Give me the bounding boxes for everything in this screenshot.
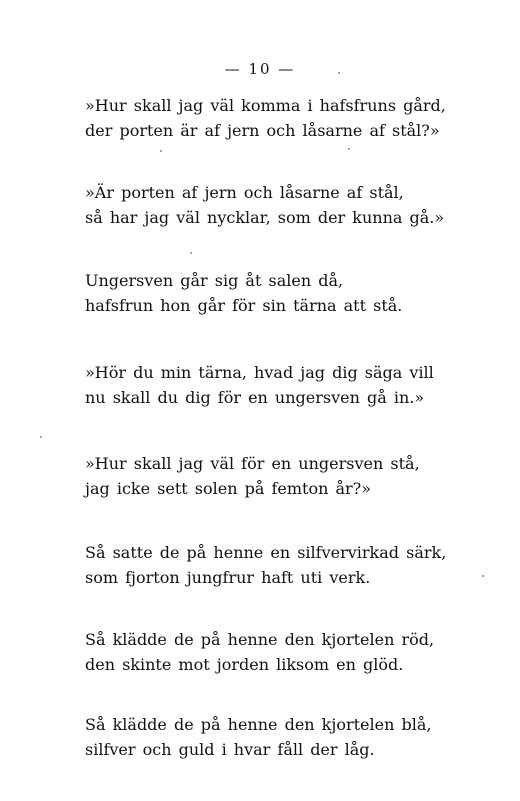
stanza-7 xyxy=(85,627,485,677)
verse-line: Så klädde de på henne den kjortelen blå, xyxy=(85,715,432,734)
stanza-3 xyxy=(85,268,485,318)
verse-line: jag icke sett solen på femton år?» xyxy=(85,479,372,498)
scan-speck xyxy=(40,436,42,438)
verse-line: Ungersven går sig åt salen då, xyxy=(85,271,344,290)
verse-line: hafsfrun hon går för sin tärna att stå. xyxy=(85,296,403,315)
verse-line: Så klädde de på henne den kjortelen röd, xyxy=(85,630,435,649)
scan-speck xyxy=(482,575,484,577)
page-number: — 10 — xyxy=(224,60,296,78)
verse-line: »Hör du min tärna, hvad jag dig säga vill xyxy=(85,363,434,382)
scan-speck xyxy=(160,150,162,152)
stanza-1 xyxy=(85,93,485,143)
verse-line: »Hur skall jag väl för en ungersven stå, xyxy=(85,454,420,473)
verse-line: som fjorton jungfrur haft uti verk. xyxy=(85,568,371,587)
stanza-6 xyxy=(85,540,485,590)
verse-line: »Är porten af jern och låsarne af stål, xyxy=(85,183,404,202)
stanza-5 xyxy=(85,451,485,501)
stanza-4 xyxy=(85,360,485,410)
verse-line: »Hur skall jag väl komma i hafsfruns gård, xyxy=(85,96,446,115)
verse-line: den skinte mot jorden liksom en glöd. xyxy=(85,655,404,674)
verse-line: nu skall du dig för en ungersven gå in.» xyxy=(85,388,425,407)
stanza-2 xyxy=(85,180,485,230)
stanza-8 xyxy=(85,712,485,762)
scan-speck xyxy=(338,72,340,74)
verse-line: Så satte de på henne en silfvervirkad särk, xyxy=(85,543,447,562)
verse-line: silfver och guld i hvar fåll der låg. xyxy=(85,740,375,759)
verse-line: så har jag väl nycklar, som der kunna gå.» xyxy=(85,208,445,227)
scan-speck xyxy=(190,252,192,254)
verse-line: der porten är af jern och låsarne af stål?» xyxy=(85,121,440,140)
scan-speck xyxy=(348,148,350,150)
